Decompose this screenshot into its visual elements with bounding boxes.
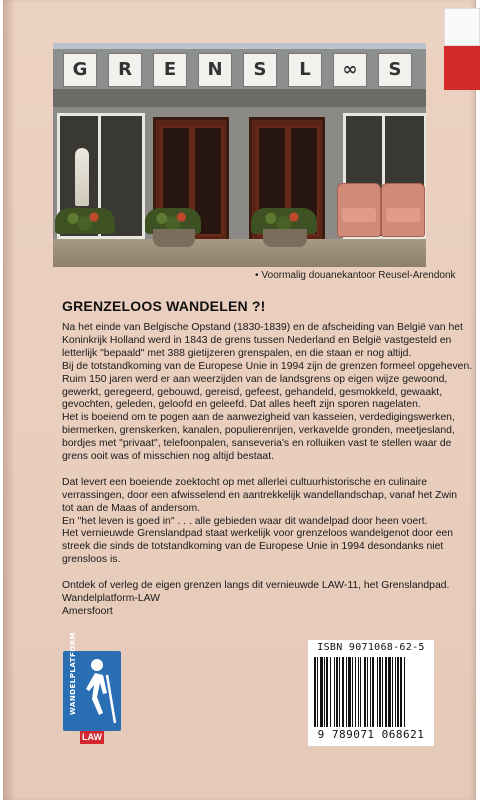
flag-white-band — [444, 8, 480, 46]
hiker-icon — [81, 657, 119, 727]
barcode-bar — [397, 657, 399, 727]
armchair-left — [337, 183, 381, 237]
barcode-bar — [334, 657, 335, 727]
text-line: gevochten, geleden, geloofd en geleefd. Dat alles heeft zijn sporen nagelaten. — [62, 399, 421, 411]
heading: GRENZELOOS WANDELEN ?! — [62, 298, 266, 314]
text-line: Ruim 150 jaren werd er aan weerzijden van de landsgrens op eigen wijze gewoond, — [62, 373, 448, 385]
barcode-bar — [330, 657, 331, 727]
sign-letter: R — [108, 53, 142, 87]
publisher-block — [62, 592, 160, 618]
sign-letter: G — [63, 53, 97, 87]
barcode-bar — [342, 657, 344, 727]
bullet-icon: • — [255, 270, 259, 281]
body-text — [62, 322, 473, 606]
barcode-bar — [317, 657, 318, 727]
barcode-bar — [370, 657, 371, 727]
barcode-bar — [314, 657, 316, 727]
text-line: bordjes met "privaat", telefoonpalen, sanseveria's en rolluiken vast te stellen waar de — [62, 438, 452, 450]
barcode-bar — [385, 657, 387, 727]
spine-shadow — [3, 0, 15, 800]
barcode-bar — [336, 657, 338, 727]
flag-strip — [444, 8, 480, 90]
sign-letter: S — [378, 53, 412, 87]
barcode-bar — [372, 657, 374, 727]
book-back-cover — [3, 0, 476, 800]
text-line: letterlijk "bepaald" met 388 gietijzeren grenspalen, en die staan er nog altijd. — [62, 347, 412, 359]
flag-red-band — [444, 46, 480, 90]
barcode-bar — [400, 657, 402, 727]
isbn-barcode — [308, 640, 434, 746]
barcode-bar — [355, 657, 356, 727]
cover-photo — [53, 43, 426, 267]
barcode-bar — [367, 657, 368, 727]
armchair-right — [381, 183, 425, 237]
paragraph — [62, 476, 458, 567]
photo-caption: • Voormalig douanekantoor Reusel-Arendonk — [255, 270, 456, 281]
text-line: Het is boeiend om te pogen aan de aanwezigheid van kasseien, verdedigingswerken, — [62, 412, 455, 424]
text-line: Dat levert een boeiende zoektocht op met allerlei cultuurhistorische en culinaire — [62, 476, 428, 488]
barcode-bar — [395, 657, 396, 727]
wandelplatform-logo — [63, 631, 121, 744]
barcode-bar — [377, 657, 378, 727]
barcode-bar — [382, 657, 383, 727]
barcode-bar — [364, 657, 366, 727]
text-line: En "het leven is goed in" . . . alle gebieden waar dit wandelpad door heen voert. — [62, 515, 428, 527]
barcode-bar — [324, 657, 325, 727]
sign-letter: E — [153, 53, 187, 87]
barcode-bar — [320, 657, 323, 727]
logo-law-badge: LAW — [82, 732, 102, 742]
text-line: Bij de totstandkoming van de Europese Unie in 1994 zijn de grenzen formeel opgeheven. — [62, 360, 473, 372]
barcode-bar — [404, 657, 405, 727]
sign-letter: ∞ — [333, 53, 367, 87]
text-line: streek die sinds de totstandkoming van de Europese Unie in 1994 desondanks niet — [62, 541, 444, 553]
statue — [75, 148, 89, 206]
barcode-bar — [358, 657, 359, 727]
text-line: grens ooit was of misschien nog altijd bestaat. — [62, 451, 274, 463]
ean-text: 9 789071 068621 — [317, 728, 425, 741]
paragraph — [62, 322, 473, 464]
plants-left — [55, 208, 115, 234]
barcode-bar — [379, 657, 381, 727]
barcode-bar — [339, 657, 340, 727]
text-line: grensloos is. — [62, 554, 121, 566]
text-line: Ontdek of verleg de eigen grenzen langs dit vernieuwde LAW-11, het Grenslandpad. — [62, 580, 450, 592]
isbn-text: ISBN 9071068-62-5 — [317, 642, 425, 653]
barcode-bar — [360, 657, 361, 727]
sign-letter: L — [288, 53, 322, 87]
publisher-city: Amersfoort — [62, 606, 113, 617]
publisher-name: Wandelplatform-LAW — [62, 593, 160, 604]
barcode-bar — [392, 657, 393, 727]
barcode-bar — [388, 657, 391, 727]
text-line: biermerken, grenskerken, kanalen, populierenrijen, verkavelde gronden, meetjesland, — [62, 425, 455, 437]
sign-letter: S — [243, 53, 277, 87]
logo-vertical-text: WANDELPLATFORM — [69, 631, 77, 715]
text-line: tot aan de Maas of andersom. — [62, 502, 201, 514]
sign-letter: N — [198, 53, 232, 87]
text-line: Na het einde van Belgische Opstand (1830-1839) en de afscheiding van België van het — [62, 322, 463, 333]
text-line: gewerkt, geregeerd, gebouwd, gereisd, gefeest, gehandeld, gesmokkeld, gewaakt, — [62, 386, 443, 398]
barcode-bar — [346, 657, 347, 727]
barcode-bar — [326, 657, 328, 727]
text-line: verrassingen, door een afwisselend en aantrekkelijk wandellandschap, vanaf het Zwin — [62, 489, 458, 501]
text-line: Koninkrijk Holland werd in 1843 de grens tussen Nederland en België vastgesteld en — [62, 334, 452, 346]
text-line: Het vernieuwde Grenslandpad staat werkelijk voor grenzeloos wandelgenot door een — [62, 528, 454, 540]
barcode-bars — [314, 657, 428, 727]
barcode-bar — [348, 657, 351, 727]
barcode-bar — [352, 657, 353, 727]
